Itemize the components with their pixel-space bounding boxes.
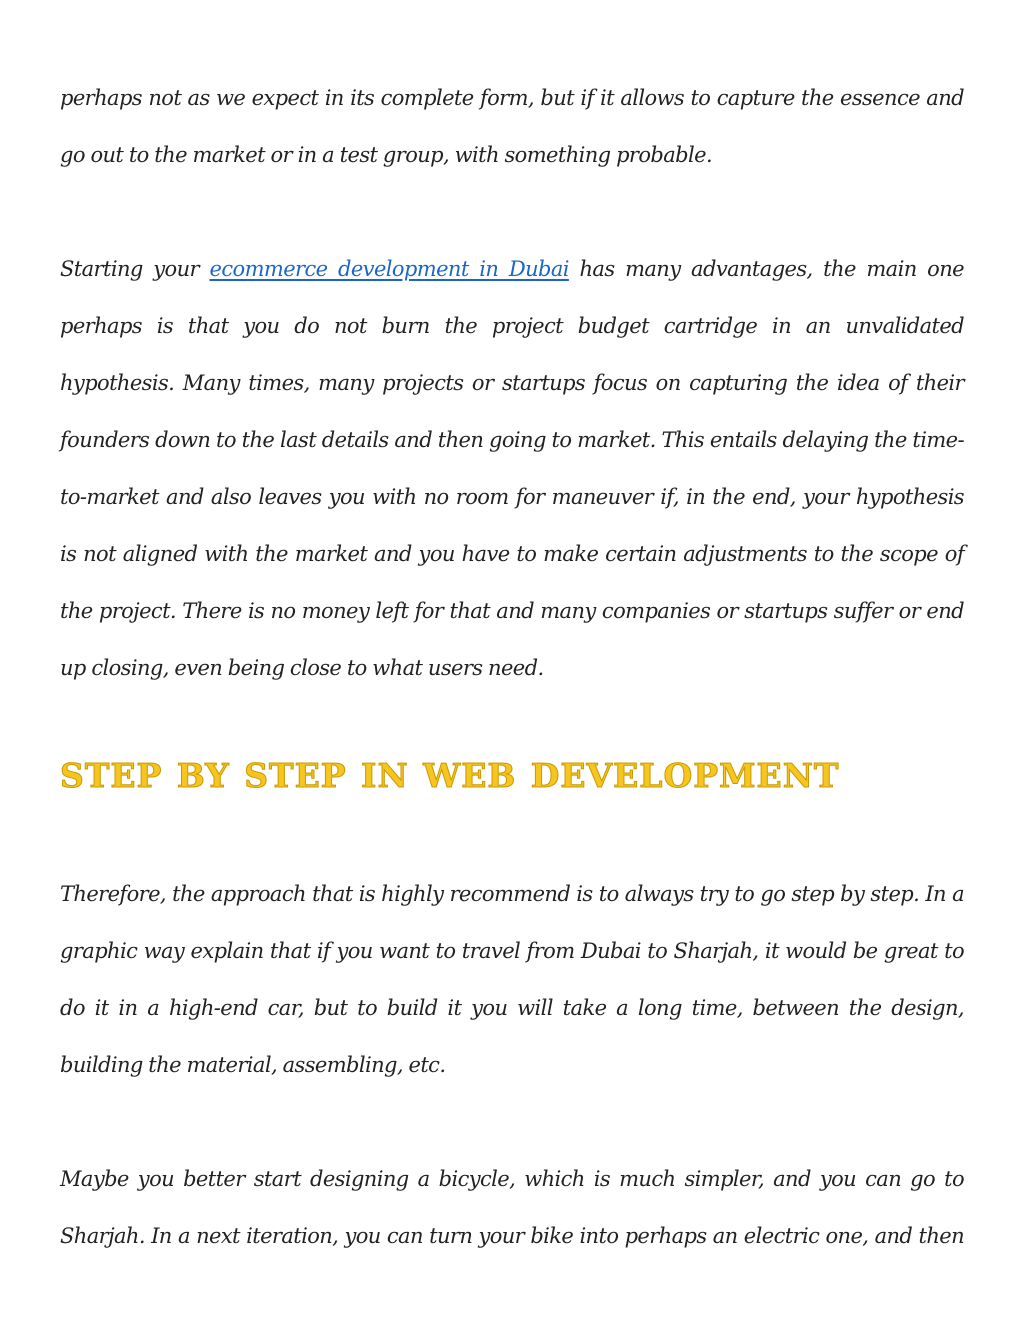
text-line: the project. There is no money left for that and many companies or startups suffer or end: [60, 599, 964, 623]
text-line: founders down to the last details and then going to market. This entails delaying the time-: [60, 428, 964, 452]
paragraph-intro-continued: [60, 70, 964, 184]
text-line: graphic way explain that if you want to travel from Dubai to Sharjah, it would be great to: [60, 939, 964, 963]
text-line: Maybe you better start designing a bicycle, which is much simpler, and you can go to: [60, 1167, 964, 1191]
text-line: perhaps not as we expect in its complete form, but if it allows to capture the essence and: [60, 86, 964, 110]
text-line: Therefore, the approach that is highly recommend is to always try to go step by step. In a: [60, 882, 964, 906]
paragraph-bicycle: [60, 1151, 964, 1265]
text-line: up closing, even being close to what users need.: [60, 656, 544, 680]
text-fragment: has many advantages, the main one: [568, 257, 964, 281]
section-heading-container: [60, 752, 964, 800]
text-fragment: Starting your: [60, 257, 210, 281]
text-line: go out to the market or in a test group, with something probable.: [60, 143, 713, 167]
ecommerce-development-link[interactable]: ecommerce development in Dubai: [209, 257, 569, 281]
paragraph-approach: [60, 866, 964, 1094]
paragraph-ecommerce: [60, 241, 964, 697]
text-line: [60, 241, 964, 298]
text-line: to-market and also leaves you with no room for maneuver if, in the end, your hypothesis: [60, 485, 964, 509]
text-line: perhaps is that you do not burn the project budget cartridge in an unvalidated: [60, 314, 964, 338]
section-heading: STEP BY STEP IN WEB DEVELOPMENT: [60, 756, 840, 795]
text-line: do it in a high-end car, but to build it you will take a long time, between the design,: [60, 996, 964, 1020]
text-line: building the material, assembling, etc.: [60, 1053, 446, 1077]
text-line: hypothesis. Many times, many projects or startups focus on capturing the idea of their: [60, 371, 964, 395]
text-line: is not aligned with the market and you have to make certain adjustments to the scope of: [60, 542, 964, 566]
text-line: Sharjah. In a next iteration, you can turn your bike into perhaps an electric one, and then: [60, 1224, 964, 1248]
